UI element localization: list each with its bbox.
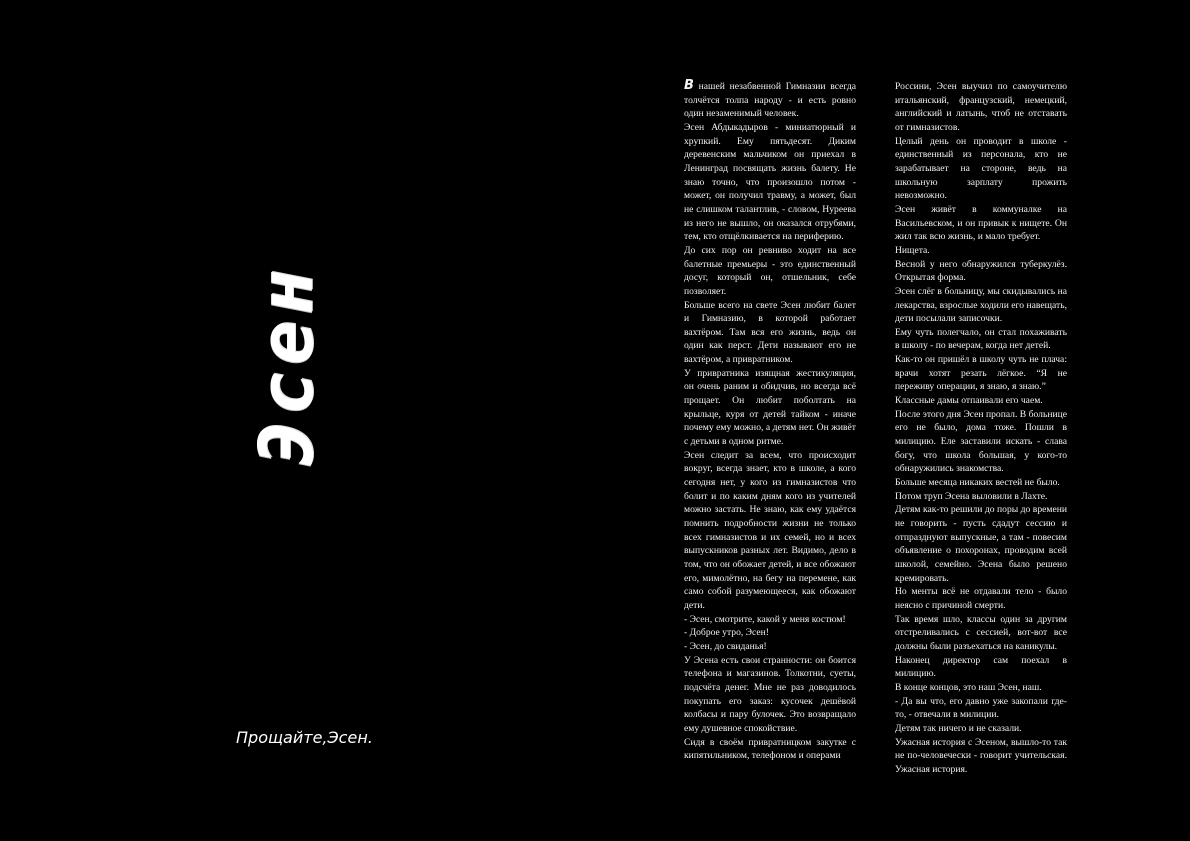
dialogue-line: - Доброе утро, Эсен! bbox=[684, 627, 769, 639]
dialogue-line: - Эсен, до свиданья! bbox=[684, 640, 767, 652]
paragraph: Нищета. bbox=[895, 244, 930, 256]
paragraph: Сидя в своём привратницком закутке с кипятильником, телефоном и операми bbox=[684, 736, 856, 762]
paragraph-text: нашей незабвенной Гимназии всегда толчётся толпа народу - и есть ровно один незаменимый человек. bbox=[684, 81, 856, 120]
paragraph: Россини, Эсен выучил по самоучителю итальянский, французский, немецкий, английский и латынь, чтоб не отставать от гимназистов. bbox=[895, 81, 1067, 133]
paragraph: Детям как-то решили до поры до времени не говорить - пусть сдадут сессию и отпразднуют выпускные, а там - повесим объявление о похоронах, проводим всей школой, семейно. Эсена было решено кремировать. bbox=[895, 504, 1067, 584]
paragraph: Больше всего на свете Эсен любит балет и Гимназию, в которой работает вахтёром. Там вся его жизнь, ведь он один как перст. Дети называют его не вахтёром, а привратником. bbox=[684, 299, 856, 366]
paragraph: Но менты всё не отдавали тело - было неясно с причиной смерти. bbox=[895, 586, 1067, 611]
paragraph: У Эсена есть свои странности: он боится телефона и магазинов. Толкотни, суеты, подсчёта денег. Мне не раз доводилось покупать его заказ: кусочек дешёвой колбасы и пару булочек. Это возвращало ему душевное спокойствие. bbox=[684, 654, 856, 734]
paragraph: Так время шло, классы один за другим отстреливались с сессией, вот-вот все должны были разъехаться на каникулы. bbox=[895, 613, 1067, 652]
paragraph: Ему чуть полегчало, он стал похаживать в школу - по вечерам, когда нет детей. bbox=[895, 326, 1067, 352]
paragraph: Эсен следит за всем, что происходит вокруг, всегда знает, кто в школе, а кого сегодня нет, у кого из гимназистов что болит и по каким дням кого из учителей можно застать. Не знаю, как ему удаётся помнить подробности жизни не только всех гимназистов и их семей, но и всех выпускников разных лет. Видимо, дело в том, что он обожает детей, и все обожают его, мимолётно, на бегу на перемене, как само собой разумеющееся, как обожают дети. bbox=[684, 449, 856, 611]
paragraph: Весной у него обнаружился туберкулёз. Открытая форма. bbox=[895, 258, 1067, 284]
paragraph: Эсен Абдыкадыров - миниатюрный и хрупкий. Ему пятьдесят. Диким деревенским мальчиком он приехал в Ленинград посвящать жизнь балету. Не знаю точно, что произошло потом - может, он получил травму, а может, был не слишком талантлив, - словом, Нуреева из него не вышло, он оказался отрубями, тем, кто отщёлкивается на периферию. bbox=[684, 121, 856, 243]
paragraph: Потом труп Эсена выловили в Лахте. bbox=[895, 490, 1048, 502]
dialogue-line: - Эсен, смотрите, какой у меня костюм! bbox=[684, 613, 846, 625]
paragraph: У привратника изящная жестикуляция, он очень раним и обидчив, но всегда всё прощает. Он любит поболтать на крыльце, куря от детей тайком - иначе почему ему можно, а детям нет. Он живёт с детьми в одном ритме. bbox=[684, 367, 856, 448]
paragraph bbox=[684, 80, 856, 121]
title-caption: Прощайте,Эсен. bbox=[236, 728, 373, 747]
right-page bbox=[595, 0, 1190, 841]
paragraph: Целый день он проводит в школе - единственный из персонала, кто не зарабатывает на стороне, ведь на школьную зарплату прожить невозможно. bbox=[895, 135, 1067, 202]
paragraph: Как-то он пришёл в школу чуть не плача: врачи хотят резать лёгкое. “Я не переживу операции, я знаю, я знаю.” bbox=[895, 354, 1067, 393]
paragraph: Эсен живёт в коммуналке на Васильевском, и он привык к нищете. Он жил так всю жизнь, и мало требует. bbox=[895, 203, 1067, 243]
paragraph: Детям так ничего и не сказали. bbox=[895, 722, 1022, 734]
paragraph: Больше месяца никаких вестей не было. bbox=[895, 477, 1060, 489]
paragraph: До сих пор он ревниво ходит на все балетные премьеры - это единственный досуг, который он, отшельник, себе позволяет. bbox=[684, 244, 856, 297]
paragraph: Эсен слёг в больницу, мы скидывались на лекарства, взрослые ходили его навещать, дети посылали записочки. bbox=[895, 285, 1067, 325]
text-column-2 bbox=[895, 80, 1067, 776]
paragraph: Классные дамы отпаивали его чаем. bbox=[895, 395, 1043, 407]
paragraph: После этого дня Эсен пропал. В больнице его не было, дома тоже. Пошли в милицию. Еле заставили искать - слава богу, что школа большая, у кого-то обнаружились знакомства. bbox=[895, 408, 1067, 475]
article-title: Эсен bbox=[244, 263, 330, 467]
paragraph: Ужасная история с Эсеном, вышло-то так не по-человечески - говорит учительская. Ужасная история. bbox=[895, 736, 1067, 775]
text-column-1 bbox=[684, 80, 856, 763]
paragraph: В конце концов, это наш Эсен, наш. bbox=[895, 681, 1042, 693]
dialogue-line: - Да вы что, его давно уже закопали где-то, - отвечали в милиции. bbox=[895, 695, 1067, 721]
drop-cap: В bbox=[684, 78, 694, 93]
paragraph: Наконец директор сам поехал в милицию. bbox=[895, 654, 1067, 680]
